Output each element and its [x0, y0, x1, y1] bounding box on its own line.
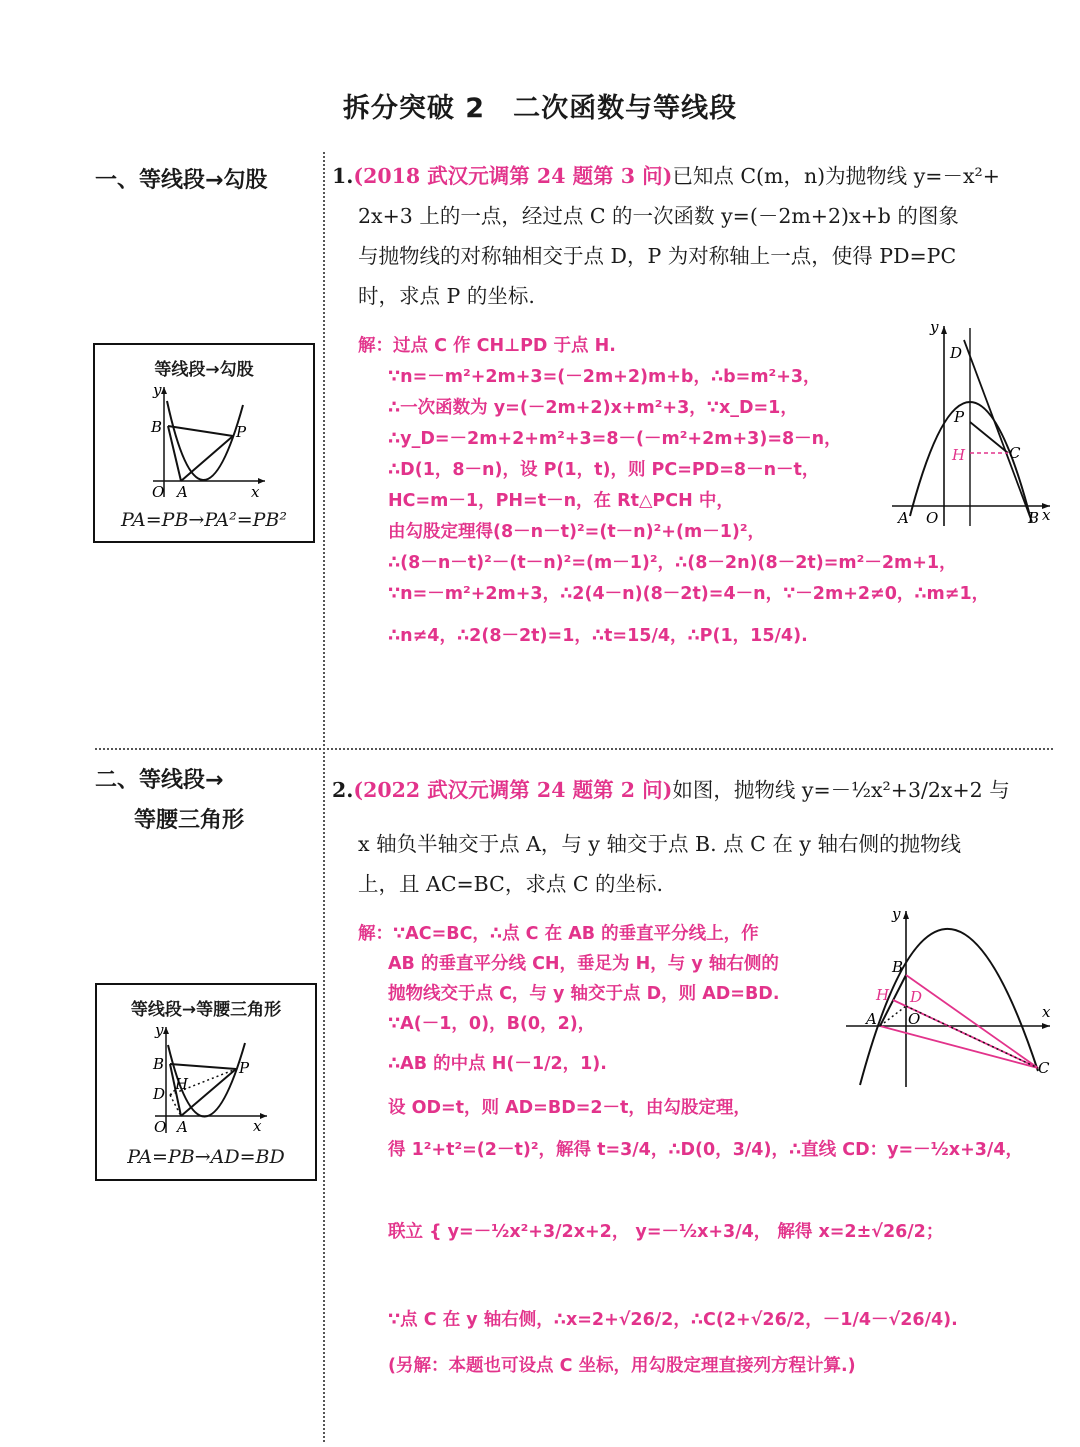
problem2-text-line3: 上，且 AC=BC，求点 C 的坐标. [358, 872, 664, 896]
g1-label-o: O [926, 509, 939, 527]
column-divider [323, 152, 325, 1442]
box1-label-o: O [152, 483, 165, 501]
section2-box-diagram [141, 1019, 271, 1137]
problem2-number: 2. [332, 778, 354, 802]
g2-label-x: x [1042, 1003, 1051, 1021]
problem1-solution-line: ∵n=－m²+2m+3，∴2(4－n)(8－2t)=4－n，∵－2m+2≠0，∴m≠1， [388, 584, 990, 604]
problem1-solution-line: ∴一次函数为 y=(－2m+2)x+m²+3，∵x_D=1， [388, 398, 798, 418]
problem2-solution-line: (另解：本题也可设点 C 坐标，用勾股定理直接列方程计算.) [388, 1356, 856, 1376]
g1-label-c: C [1009, 444, 1021, 462]
problem1-source: (2018 武汉元调第 24 题第 3 问) [353, 164, 673, 188]
problem2-solution-line: 解：∵AC=BC，∴点 C 在 AB 的垂直平分线上，作 [358, 924, 759, 944]
problem2-text-line1: 如图，抛物线 y=－½x²+3/2x+2 与 [672, 778, 1010, 802]
section2-heading-line1: 二、等线段→ [95, 768, 224, 793]
problem2-solution-line: 设 OD=t，则 AD=BD=2－t，由勾股定理， [388, 1098, 751, 1118]
g2-label-c: C [1038, 1059, 1050, 1077]
box2-label-p: P [239, 1059, 250, 1077]
problem1-statement [332, 156, 1052, 316]
g1-label-y: y [930, 318, 939, 336]
section2-box-caption: 等线段→等腰三角形 [130, 1000, 282, 1020]
g2-label-a: A [866, 1010, 877, 1028]
problem2-statement [332, 770, 1052, 904]
box2-label-y: y [155, 1021, 164, 1039]
section1-summary-box [93, 343, 315, 543]
problem2-solution-line: AB 的垂直平分线 CH，垂足为 H，与 y 轴右侧的 [388, 954, 779, 974]
problem1-text-line4: 时，求点 P 的坐标. [358, 284, 535, 308]
box1-label-b: B [151, 418, 163, 436]
section1-box-diagram [139, 379, 269, 501]
problem1-solution-line: ∵n=－m²+2m+3=(－2m+2)m+b，∴b=m²+3， [388, 367, 821, 387]
problem2-solution-line: ∴AB 的中点 H(－1/2，1). [388, 1054, 607, 1074]
problem1-solution-line: 由勾股定理得(8－n－t)²=(t－n)²+(m－1)²， [388, 522, 766, 542]
g1-label-h: H [952, 446, 966, 464]
box1-label-y: y [153, 381, 162, 399]
problem2-graph [842, 905, 1057, 1090]
g1-label-d: D [950, 344, 963, 362]
problem1-solution-line: 解：过点 C 作 CH⊥PD 于点 H. [358, 336, 616, 356]
g2-label-h: H [876, 986, 890, 1004]
box2-label-o: O [154, 1118, 167, 1136]
g1-label-p: P [954, 408, 965, 426]
problem1-solution-line: ∴D(1，8－n)，设 P(1，t)，则 PC=PD=8－n－t， [388, 460, 820, 480]
problem2-solution-line: 抛物线交于点 C，与 y 轴交于点 D，则 AD=BD. [388, 984, 780, 1004]
problem1-number: 1. [332, 164, 354, 188]
problem2-solution-line: 得 1²+t²=(2－t)²，解得 t=3/4，∴D(0，3/4)，∴直线 CD：y=－½x+3/4， [388, 1140, 1023, 1160]
section1-heading: 一、等线段→勾股 [95, 168, 268, 193]
g1-label-a: A [898, 509, 909, 527]
problem1-solution-line: ∴y_D=－2m+2+m²+3=8－(－m²+2m+3)=8－n， [388, 429, 842, 449]
g1-label-b: B [1028, 509, 1040, 527]
g2-label-b: B [892, 958, 904, 976]
problem1-solution-line: HC=m－1，PH=t－n，在 Rt△PCH 中， [388, 491, 734, 511]
box2-label-d: D [153, 1085, 166, 1103]
g1-label-x: x [1042, 506, 1051, 524]
problem1-text-line2: 2x+3 上的一点，经过点 C 的一次函数 y=(－2m+2)x+b 的图象 [358, 204, 959, 228]
problem2-source: (2022 武汉元调第 24 题第 2 问) [353, 778, 673, 802]
problem1-graph [890, 318, 1060, 530]
problem1-solution-line: ∴(8－n－t)²－(t－n)²=(m－1)²，∴(8－2n)(8－2t)=m²－2m+1， [388, 553, 957, 573]
g2-label-d: D [910, 988, 923, 1006]
box1-label-x: x [251, 483, 260, 501]
g2-label-o: O [908, 1010, 921, 1028]
g2-label-y: y [892, 905, 901, 923]
section1-box-formula: PA=PB→PA²=PB² [120, 509, 287, 531]
problem1-solution-line: ∴n≠4，∴2(8－2t)=1，∴t=15/4，∴P(1，15/4). [388, 626, 808, 646]
box2-label-x: x [253, 1117, 262, 1135]
section-divider [95, 748, 1053, 750]
page-title: 拆分突破 2 二次函数与等线段 [342, 93, 738, 124]
box1-label-a: A [177, 483, 188, 501]
problem2-solution-line: 联立 { y=－½x²+3/2x+2， y=－½x+3/4， 解得 x=2±√26/2； [388, 1222, 944, 1242]
box2-label-b: B [153, 1055, 165, 1073]
problem2-solution-line: ∵A(－1，0)，B(0，2)， [388, 1014, 596, 1034]
problem2-text-line2: x 轴负半轴交于点 A，与 y 轴交于点 B. 点 C 在 y 轴右侧的抛物线 [358, 832, 961, 856]
box2-label-a: A [177, 1118, 188, 1136]
section2-heading-line2: 等腰三角形 [134, 808, 245, 833]
section2-box-formula: PA=PB→AD=BD [127, 1146, 285, 1168]
box1-label-p: P [236, 423, 247, 441]
box2-label-h: H [175, 1075, 189, 1093]
section1-box-caption: 等线段→勾股 [154, 360, 254, 380]
problem1-text-line1: 已知点 C(m，n)为抛物线 y=－x²+ [672, 164, 1000, 188]
problem2-solution-line: ∵点 C 在 y 轴右侧，∴x=2+√26/2，∴C(2+√26/2，－1/4－√26/4). [388, 1310, 958, 1330]
section2-summary-box [95, 983, 317, 1181]
problem1-text-line3: 与抛物线的对称轴相交于点 D，P 为对称轴上一点，使得 PD=PC [358, 244, 957, 268]
